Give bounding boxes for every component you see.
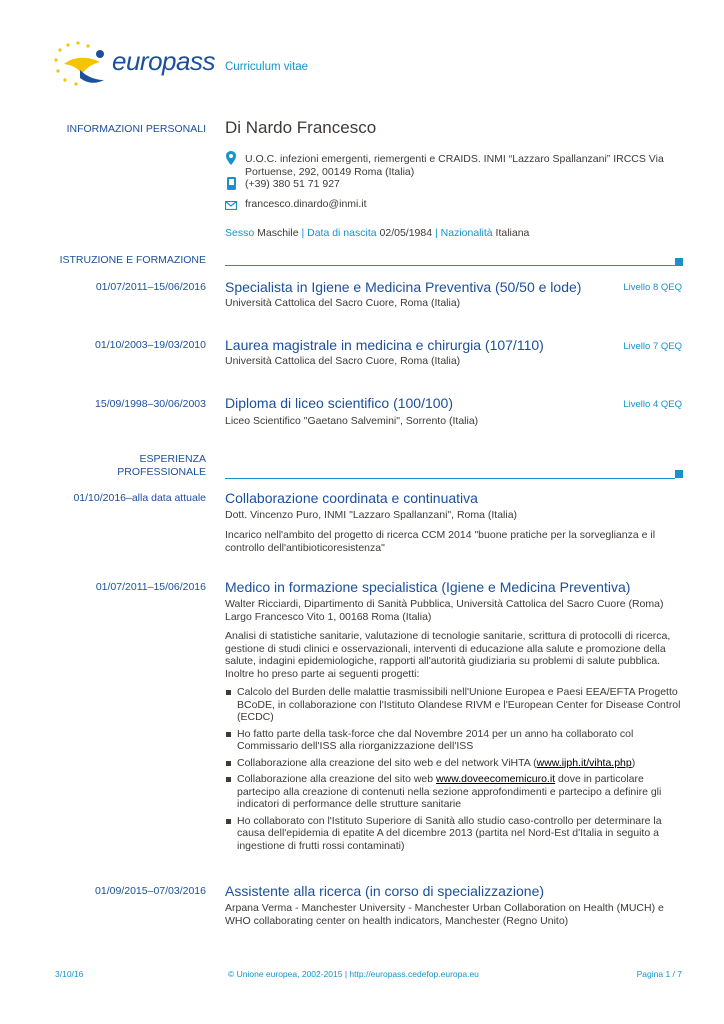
job-title: Assistente alla ricerca (in corso di specializzazione): [225, 883, 545, 899]
education-date: 01/07/2011–15/06/2016: [95, 281, 206, 293]
education-title: Laurea magistrale in medicina e chirurgia (107/110): [225, 337, 544, 353]
personal-section-label: INFORMAZIONI PERSONALI: [66, 123, 206, 135]
doc-title: Curriculum vitae: [225, 61, 309, 73]
phone-icon: [227, 177, 236, 190]
phone-number: (+39) 380 51 71 927: [245, 178, 340, 190]
address: U.O.C. infezioni emergenti, riemergenti e CRAIDS. INMI “Lazzaro Spallanzani” IRCCS Via Portuense, 292, 00149 Roma (Italia): [245, 153, 664, 178]
job-title: Collaborazione coordinata e continuativa: [225, 490, 478, 506]
education-title: Specialista in Igiene e Medicina Preventiva (50/50 e lode): [225, 279, 582, 295]
education-level: Livello 8 QEQ: [623, 282, 682, 293]
europass-logo: [50, 40, 215, 90]
email-icon: [225, 201, 237, 210]
section-marker: [675, 470, 683, 478]
sex-label: Sesso: [225, 227, 255, 239]
education-date: 15/09/1998–30/06/2003: [95, 398, 206, 410]
job-date: 01/07/2011–15/06/2016: [95, 581, 206, 593]
job-description: Incarico nell'ambito del progetto di ricerca CCM 2014 "buone pratiche per la sorveglianza e il controllo dell'antibioticoresistenza": [225, 529, 656, 554]
list-item: Ho collaborato con l'Istituto Superiore di Sanità allo studio caso-controllo per determinare la causa dell'epidemia di epatite A del dicembre 2013 (partita nel Nord-Est d'Italia in seguito a ingestione di frutti rossi contaminati): [225, 815, 683, 853]
job-date: 01/10/2016–alla data attuale: [73, 492, 206, 504]
section-divider: [225, 265, 675, 266]
job-title: Medico in formazione specialistica (Igiene e Medicina Preventiva): [225, 579, 631, 595]
education-title: Diploma di liceo scientifico (100/100): [225, 395, 453, 411]
job-description: Analisi di statistiche sanitarie, valutazione di tecnologie sanitarie, scrittura di protocolli di ricerca, gestione di studi clinici e osservazionali, interventi di educazione alla salute e promozione della salute, indagini epidemiologiche, rapporti all'autorità giudiziaria su problemi di salute pubblica. Inoltre ho preso parte ai seguenti progetti:: [225, 630, 671, 680]
job-org: Arpana Verma - Manchester University - Manchester Urban Collaboration on Health (MUCH) e WHO collaborating center on health indicators, Manchester (Regno Unito): [225, 902, 664, 927]
list-item: Calcolo del Burden delle malattie trasmissibili nell'Unione Europea e Paesi EEA/EFTA Progetto BCoDE, in collaborazione con l'Istituto Olandese RIVM e l'European Center for Disease Control (ECDC): [225, 686, 683, 724]
personal-details: [225, 227, 529, 239]
europass-logo-icon: [50, 40, 120, 90]
sex-value: Maschile: [257, 227, 299, 239]
education-section-label: ISTRUZIONE E FORMAZIONE: [59, 254, 206, 266]
section-marker: [675, 258, 683, 266]
nationality-value: Italiana: [495, 227, 530, 239]
separator: |: [301, 227, 305, 239]
logo-text: europass: [112, 46, 215, 76]
education-level: Livello 7 QEQ: [623, 341, 682, 352]
nationality-label: Nazionalità: [440, 227, 493, 239]
birth-value: 02/05/1984: [379, 227, 433, 239]
person-name: Di Nardo Francesco: [225, 118, 377, 137]
list-item: Collaborazione alla creazione del sito web e del network ViHTA (www.ijph.it/vihta.php): [225, 757, 683, 770]
list-item: Ho fatto parte della task-force che dal Novembre 2014 per un anno ha collaborato col Commissario dell'ISS alla riorganizzazione dell'ISS: [225, 728, 683, 753]
education-org: Università Cattolica del Sacro Cuore, Roma (Italia): [225, 355, 461, 367]
section-divider: [225, 478, 675, 479]
birth-label: Data di nascita: [307, 227, 377, 239]
education-date: 01/10/2003–19/03/2010: [95, 339, 206, 351]
vihta-link[interactable]: www.ijph.it/vihta.php: [536, 756, 632, 769]
job-date: 01/09/2015–07/03/2016: [95, 885, 206, 897]
footer-date: 3/10/16: [55, 969, 84, 979]
doveecomemicuro-link[interactable]: www.doveecomemicuro.it: [436, 773, 556, 785]
education-org: Università Cattolica del Sacro Cuore, Roma (Italia): [225, 297, 461, 309]
project-list: [225, 686, 683, 856]
footer-page-number: Pagina 1 / 7: [636, 969, 682, 979]
location-icon: [226, 151, 236, 165]
job-org: Dott. Vincenzo Puro, INMI "Lazzaro Spallanzani", Roma (Italia): [225, 509, 518, 521]
list-item: Collaborazione alla creazione del sito web www.doveecomemicuro.it dove in particolare partecipo alla creazione di contenuti nella sezione approfondimenti e partecipo a definire gli indicatori di performance delle strutture sanitarie: [225, 773, 683, 811]
job-org: Walter Ricciardi, Dipartimento di Sanità Pubblica, Università Cattolica del Sacro Cuore (Roma) Largo Francesco Vito 1, 00168 Roma (Italia): [225, 598, 664, 623]
education-level: Livello 4 QEQ: [623, 399, 682, 410]
education-org: Liceo Scientifico "Gaetano Salvemini", Sorrento (Italia): [225, 415, 479, 427]
separator: |: [435, 227, 438, 239]
footer-copyright[interactable]: © Unione europea, 2002-2015 | http://europass.cedefop.europa.eu: [228, 969, 479, 979]
experience-section-label: ESPERIENZA PROFESSIONALE: [117, 453, 206, 478]
email-address[interactable]: francesco.dinardo@inmi.it: [245, 198, 367, 210]
